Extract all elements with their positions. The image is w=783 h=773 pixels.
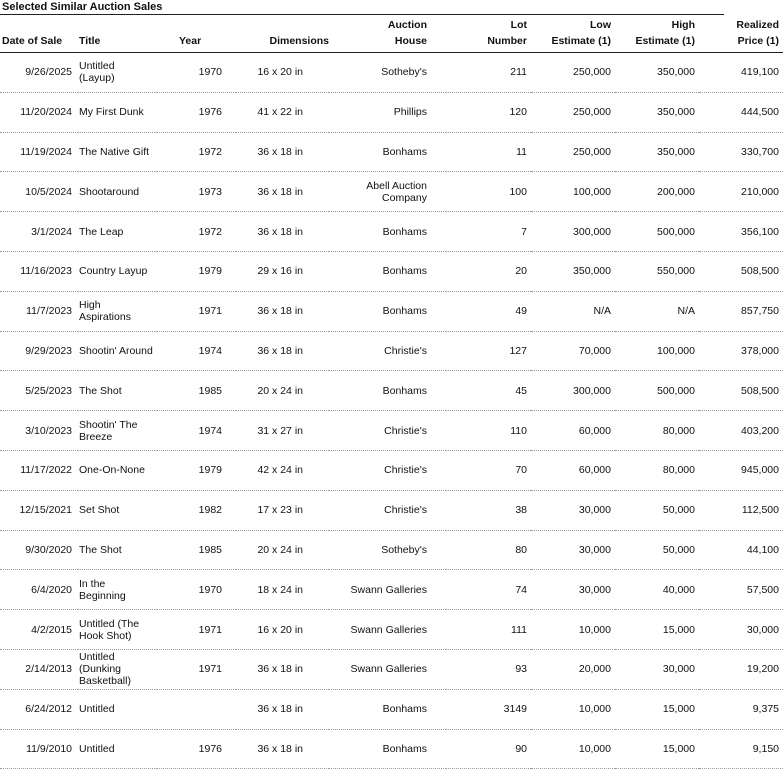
cell-year: 1971 xyxy=(157,610,236,650)
cell-realized-price: 508,500 xyxy=(699,371,783,411)
cell-realized-price: 9,150 xyxy=(699,729,783,769)
table-row xyxy=(0,490,783,530)
cell-title: The Native Gift xyxy=(78,132,157,172)
header-year: Year xyxy=(157,15,236,53)
table-row xyxy=(0,450,783,490)
header-title: Title xyxy=(78,15,157,53)
cell-dimensions: 36 x 18 in xyxy=(236,291,329,331)
cell-lot-number: 70 xyxy=(446,450,531,490)
cell-auction-house: Swann Galleries xyxy=(329,570,446,610)
cell-lot-number: 93 xyxy=(446,649,531,689)
cell-realized-price: 330,700 xyxy=(699,132,783,172)
cell-auction-house: Swann Galleries xyxy=(329,610,446,650)
cell-high-estimate: 50,000 xyxy=(615,490,699,530)
cell-high-estimate: 50,000 xyxy=(615,530,699,570)
cell-title: The Leap xyxy=(78,212,157,252)
cell-title: Shootaround xyxy=(78,172,157,212)
table-row xyxy=(0,371,783,411)
cell-lot-number: 74 xyxy=(446,570,531,610)
cell-date-of-sale: 11/7/2023 xyxy=(0,291,78,331)
cell-title: One-On-None xyxy=(78,450,157,490)
cell-year: 1979 xyxy=(157,251,236,291)
cell-year: 1972 xyxy=(157,132,236,172)
cell-dimensions: 20 x 24 in xyxy=(236,371,329,411)
cell-low-estimate: 60,000 xyxy=(531,450,615,490)
cell-dimensions: 29 x 16 in xyxy=(236,251,329,291)
cell-low-estimate: 10,000 xyxy=(531,689,615,729)
cell-realized-price: 19,200 xyxy=(699,649,783,689)
cell-lot-number: 3149 xyxy=(446,689,531,729)
cell-auction-house: Bonhams xyxy=(329,729,446,769)
table-row xyxy=(0,92,783,132)
cell-auction-house: Abell Auction Company xyxy=(329,172,446,212)
table-row xyxy=(0,689,783,729)
table-row xyxy=(0,570,783,610)
cell-realized-price: 508,500 xyxy=(699,251,783,291)
cell-year: 1970 xyxy=(157,570,236,610)
page-title: Selected Similar Auction Sales xyxy=(2,1,163,13)
cell-dimensions: 41 x 22 in xyxy=(236,92,329,132)
table-row xyxy=(0,212,783,252)
cell-year: 1972 xyxy=(157,212,236,252)
cell-high-estimate: 15,000 xyxy=(615,689,699,729)
cell-auction-house: Bonhams xyxy=(329,371,446,411)
cell-realized-price: 44,100 xyxy=(699,530,783,570)
cell-year: 1976 xyxy=(157,729,236,769)
cell-year: 1973 xyxy=(157,172,236,212)
header-row xyxy=(0,15,783,53)
cell-title: The Shot xyxy=(78,371,157,411)
cell-realized-price: 57,500 xyxy=(699,570,783,610)
cell-lot-number: 80 xyxy=(446,530,531,570)
cell-high-estimate: 200,000 xyxy=(615,172,699,212)
cell-title: Shootin' Around xyxy=(78,331,157,371)
cell-year xyxy=(157,689,236,729)
cell-low-estimate: 350,000 xyxy=(531,251,615,291)
cell-high-estimate: 350,000 xyxy=(615,53,699,93)
cell-date-of-sale: 11/17/2022 xyxy=(0,450,78,490)
cell-title: Set Shot xyxy=(78,490,157,530)
cell-date-of-sale: 9/29/2023 xyxy=(0,331,78,371)
table-body xyxy=(0,53,783,769)
cell-realized-price: 112,500 xyxy=(699,490,783,530)
cell-dimensions: 42 x 24 in xyxy=(236,450,329,490)
cell-date-of-sale: 11/9/2010 xyxy=(0,729,78,769)
cell-dimensions: 36 x 18 in xyxy=(236,649,329,689)
table-row xyxy=(0,610,783,650)
cell-auction-house: Bonhams xyxy=(329,291,446,331)
cell-high-estimate: 350,000 xyxy=(615,92,699,132)
cell-realized-price: 9,375 xyxy=(699,689,783,729)
cell-dimensions: 36 x 18 in xyxy=(236,331,329,371)
cell-auction-house: Christie's xyxy=(329,490,446,530)
cell-year: 1976 xyxy=(157,92,236,132)
cell-dimensions: 16 x 20 in xyxy=(236,53,329,93)
header-low-estimate: Low Estimate (1) xyxy=(531,15,615,53)
cell-dimensions: 36 x 18 in xyxy=(236,172,329,212)
cell-date-of-sale: 11/16/2023 xyxy=(0,251,78,291)
cell-lot-number: 110 xyxy=(446,411,531,451)
cell-year: 1979 xyxy=(157,450,236,490)
cell-year: 1974 xyxy=(157,331,236,371)
cell-date-of-sale: 11/19/2024 xyxy=(0,132,78,172)
cell-auction-house: Sotheby's xyxy=(329,530,446,570)
table-row xyxy=(0,411,783,451)
cell-lot-number: 90 xyxy=(446,729,531,769)
cell-dimensions: 31 x 27 in xyxy=(236,411,329,451)
cell-lot-number: 20 xyxy=(446,251,531,291)
cell-date-of-sale: 3/1/2024 xyxy=(0,212,78,252)
cell-dimensions: 20 x 24 in xyxy=(236,530,329,570)
cell-auction-house: Christie's xyxy=(329,450,446,490)
cell-title: Untitled (The Hook Shot) xyxy=(78,610,157,650)
cell-date-of-sale: 3/10/2023 xyxy=(0,411,78,451)
cell-year: 1971 xyxy=(157,291,236,331)
cell-dimensions: 18 x 24 in xyxy=(236,570,329,610)
cell-date-of-sale: 9/26/2025 xyxy=(0,53,78,93)
table-row xyxy=(0,53,783,93)
cell-realized-price: 378,000 xyxy=(699,331,783,371)
cell-date-of-sale: 6/4/2020 xyxy=(0,570,78,610)
cell-year: 1985 xyxy=(157,371,236,411)
cell-dimensions: 36 x 18 in xyxy=(236,132,329,172)
cell-lot-number: 11 xyxy=(446,132,531,172)
cell-low-estimate: 100,000 xyxy=(531,172,615,212)
cell-realized-price: 403,200 xyxy=(699,411,783,451)
cell-title: High Aspirations xyxy=(78,291,157,331)
table-row xyxy=(0,132,783,172)
cell-high-estimate: N/A xyxy=(615,291,699,331)
cell-low-estimate: 300,000 xyxy=(531,371,615,411)
cell-realized-price: 945,000 xyxy=(699,450,783,490)
cell-low-estimate: 10,000 xyxy=(531,729,615,769)
cell-auction-house: Bonhams xyxy=(329,689,446,729)
header-dimensions: Dimensions xyxy=(236,15,329,53)
cell-lot-number: 211 xyxy=(446,53,531,93)
cell-auction-house: Swann Galleries xyxy=(329,649,446,689)
cell-low-estimate: 250,000 xyxy=(531,53,615,93)
cell-title: My First Dunk xyxy=(78,92,157,132)
cell-realized-price: 444,500 xyxy=(699,92,783,132)
cell-low-estimate: 20,000 xyxy=(531,649,615,689)
cell-low-estimate: 250,000 xyxy=(531,132,615,172)
cell-title: Shootin' The Breeze xyxy=(78,411,157,451)
table-row xyxy=(0,331,783,371)
cell-lot-number: 111 xyxy=(446,610,531,650)
auction-sales-table xyxy=(0,15,783,769)
cell-realized-price: 419,100 xyxy=(699,53,783,93)
cell-lot-number: 120 xyxy=(446,92,531,132)
cell-realized-price: 30,000 xyxy=(699,610,783,650)
cell-low-estimate: 60,000 xyxy=(531,411,615,451)
cell-high-estimate: 40,000 xyxy=(615,570,699,610)
cell-title: Country Layup xyxy=(78,251,157,291)
cell-dimensions: 36 x 18 in xyxy=(236,689,329,729)
cell-lot-number: 7 xyxy=(446,212,531,252)
cell-high-estimate: 80,000 xyxy=(615,411,699,451)
cell-title: Untitled xyxy=(78,689,157,729)
table-row xyxy=(0,729,783,769)
cell-realized-price: 356,100 xyxy=(699,212,783,252)
cell-title: Untitled (Dunking Basketball) xyxy=(78,649,157,689)
cell-lot-number: 45 xyxy=(446,371,531,411)
cell-low-estimate: N/A xyxy=(531,291,615,331)
cell-date-of-sale: 10/5/2024 xyxy=(0,172,78,212)
table-row xyxy=(0,251,783,291)
table-row xyxy=(0,530,783,570)
cell-title: The Shot xyxy=(78,530,157,570)
cell-dimensions: 36 x 18 in xyxy=(236,729,329,769)
header-realized-price: Realized Price (1) xyxy=(699,15,783,53)
cell-lot-number: 49 xyxy=(446,291,531,331)
cell-low-estimate: 300,000 xyxy=(531,212,615,252)
cell-high-estimate: 15,000 xyxy=(615,729,699,769)
cell-date-of-sale: 6/24/2012 xyxy=(0,689,78,729)
cell-low-estimate: 30,000 xyxy=(531,490,615,530)
cell-year: 1974 xyxy=(157,411,236,451)
table-row xyxy=(0,649,783,689)
cell-high-estimate: 100,000 xyxy=(615,331,699,371)
header-high-estimate: High Estimate (1) xyxy=(615,15,699,53)
header-lot-number: Lot Number xyxy=(446,15,531,53)
cell-title: In the Beginning xyxy=(78,570,157,610)
cell-year: 1982 xyxy=(157,490,236,530)
cell-year: 1985 xyxy=(157,530,236,570)
cell-auction-house: Bonhams xyxy=(329,251,446,291)
table-row xyxy=(0,291,783,331)
cell-auction-house: Bonhams xyxy=(329,212,446,252)
cell-date-of-sale: 5/25/2023 xyxy=(0,371,78,411)
cell-lot-number: 38 xyxy=(446,490,531,530)
cell-dimensions: 36 x 18 in xyxy=(236,212,329,252)
cell-auction-house: Sotheby's xyxy=(329,53,446,93)
cell-auction-house: Christie's xyxy=(329,331,446,371)
cell-high-estimate: 500,000 xyxy=(615,371,699,411)
cell-high-estimate: 550,000 xyxy=(615,251,699,291)
cell-low-estimate: 30,000 xyxy=(531,570,615,610)
cell-high-estimate: 80,000 xyxy=(615,450,699,490)
cell-low-estimate: 10,000 xyxy=(531,610,615,650)
cell-low-estimate: 70,000 xyxy=(531,331,615,371)
cell-realized-price: 210,000 xyxy=(699,172,783,212)
cell-high-estimate: 15,000 xyxy=(615,610,699,650)
cell-high-estimate: 30,000 xyxy=(615,649,699,689)
header-auction-house: Auction House xyxy=(329,15,446,53)
cell-lot-number: 127 xyxy=(446,331,531,371)
cell-dimensions: 16 x 20 in xyxy=(236,610,329,650)
cell-date-of-sale: 12/15/2021 xyxy=(0,490,78,530)
cell-dimensions: 17 x 23 in xyxy=(236,490,329,530)
cell-auction-house: Bonhams xyxy=(329,132,446,172)
table-row xyxy=(0,172,783,212)
cell-date-of-sale: 2/14/2013 xyxy=(0,649,78,689)
cell-auction-house: Christie's xyxy=(329,411,446,451)
cell-high-estimate: 350,000 xyxy=(615,132,699,172)
header-date-of-sale: Date of Sale xyxy=(0,15,78,53)
cell-title: Untitled (Layup) xyxy=(78,53,157,93)
cell-date-of-sale: 4/2/2015 xyxy=(0,610,78,650)
cell-auction-house: Phillips xyxy=(329,92,446,132)
cell-year: 1971 xyxy=(157,649,236,689)
cell-title: Untitled xyxy=(78,729,157,769)
cell-date-of-sale: 9/30/2020 xyxy=(0,530,78,570)
cell-realized-price: 857,750 xyxy=(699,291,783,331)
cell-low-estimate: 30,000 xyxy=(531,530,615,570)
cell-lot-number: 100 xyxy=(446,172,531,212)
cell-date-of-sale: 11/20/2024 xyxy=(0,92,78,132)
cell-year: 1970 xyxy=(157,53,236,93)
cell-high-estimate: 500,000 xyxy=(615,212,699,252)
cell-low-estimate: 250,000 xyxy=(531,92,615,132)
table-header xyxy=(0,15,783,53)
